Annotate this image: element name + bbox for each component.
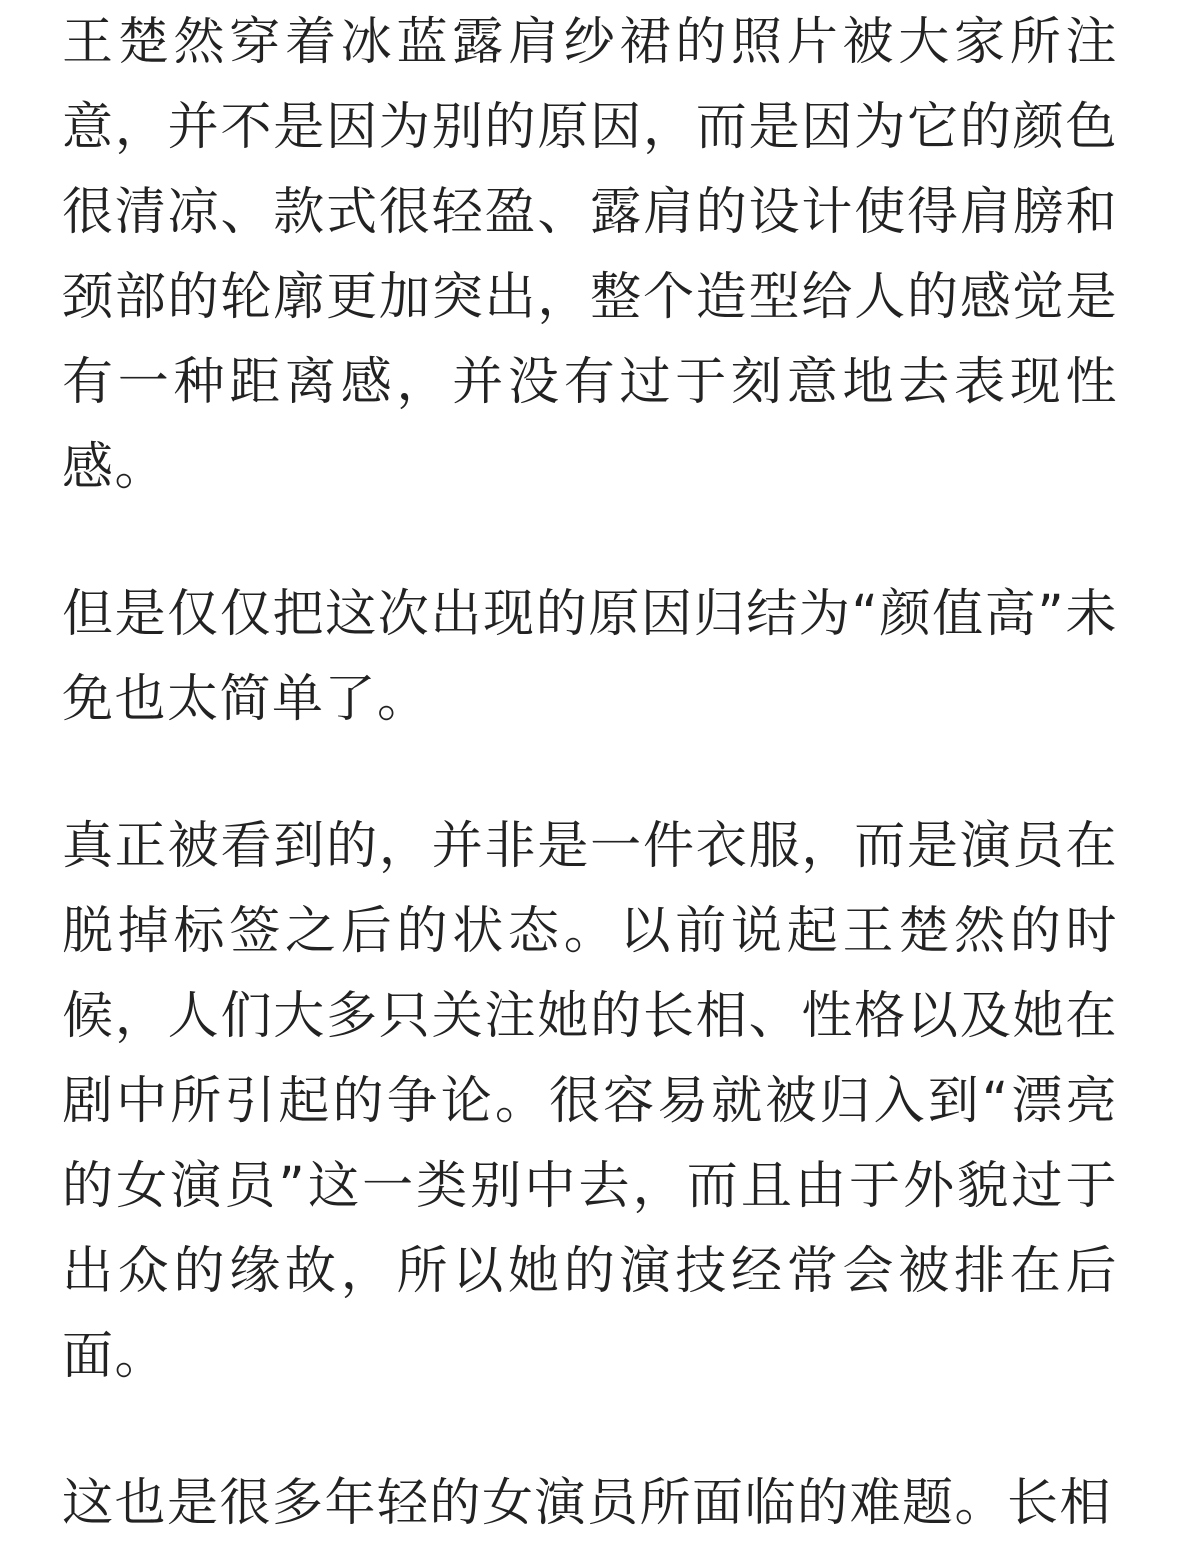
paragraph-4: 这也是很多年轻的女演员所面临的难题。长相 (62, 1474, 1113, 1533)
paragraph-2: 但是仅仅把这次出现的原因归结为“颜值高”未免也太简单了。 (62, 585, 1118, 729)
paragraph-3: 真正被看到的，并非是一件衣服，而是演员在脱掉标签之后的状态。以前说起王楚然的时候，人们大多只关注她的长相、性格以及她在剧中所引起的争论。很容易就被归入到“漂亮的女演员”这一类别中去，而且由于外貌过于出众的缘故，所以她的演技经常会被排在后面。 (62, 817, 1118, 1386)
article-body (62, 0, 1118, 1546)
paragraph-1: 王楚然穿着冰蓝露肩纱裙的照片被大家所注意，并不是因为别的原因，而是因为它的颜色很清凉、款式很轻盈、露肩的设计使得肩膀和颈部的轮廓更加突出，整个造型给人的感觉是有一种距离感，并没有过于刻意地去表现性感。 (62, 13, 1118, 497)
